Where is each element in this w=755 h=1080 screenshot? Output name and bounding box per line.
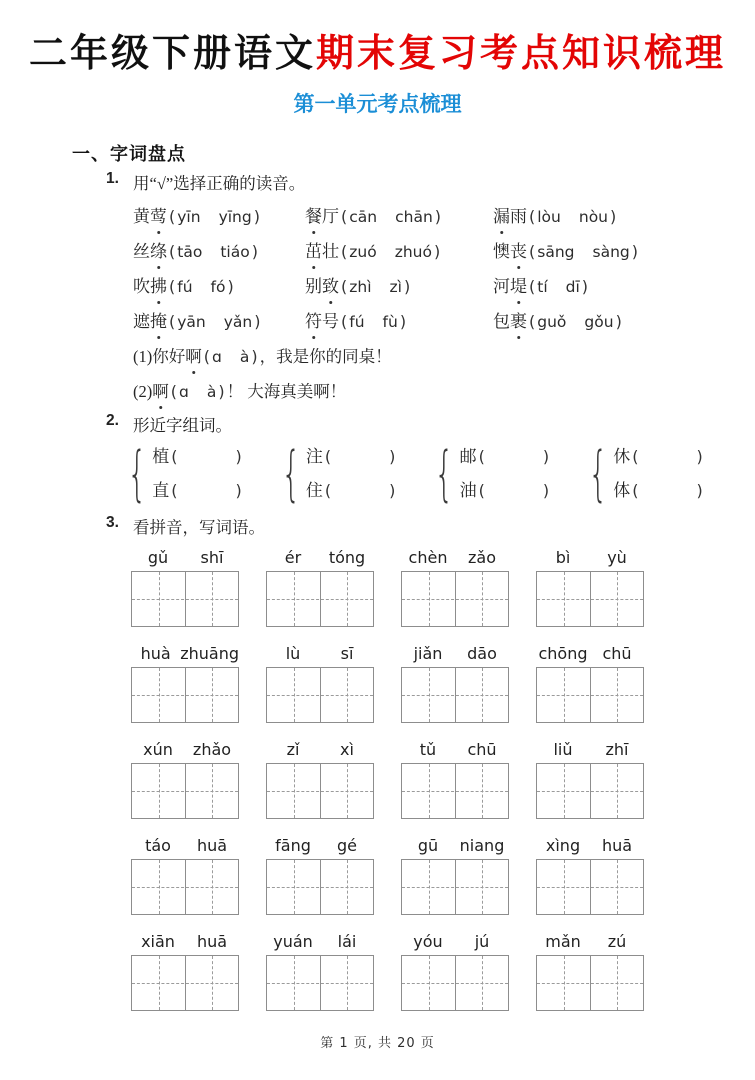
pinyin-label: gǔ xyxy=(147,548,169,567)
pinyin-option: zhì xyxy=(349,278,372,296)
word-entry xyxy=(305,276,493,298)
open-paren: ( xyxy=(478,481,485,500)
bracket-pair xyxy=(118,439,244,509)
pinyin-option: yīn xyxy=(177,208,201,226)
tianzige-box xyxy=(536,955,644,1011)
item-2-prompt: 形近字组词。 xyxy=(133,416,232,435)
tianzige-box xyxy=(536,571,644,627)
bracket-pair-line xyxy=(152,442,244,472)
hanzi-char: 丝 xyxy=(133,242,150,261)
pinyin-label: bì xyxy=(555,548,571,567)
pinyin-label: xún xyxy=(143,740,173,759)
close-paren: ) xyxy=(610,207,617,226)
hanzi-char: 河 xyxy=(493,277,510,296)
tianzige-box xyxy=(401,667,509,723)
hanzi-char: 植 xyxy=(152,447,170,466)
pinyin-grid-group xyxy=(536,836,644,915)
bracket-pair xyxy=(425,439,551,509)
sentence-prefix: (2) xyxy=(133,382,153,401)
pinyin-label: chōng xyxy=(538,644,588,663)
pinyin-grid-group xyxy=(131,548,239,627)
hanzi-char: 吹 xyxy=(133,277,150,296)
close-paren: ) xyxy=(235,447,242,466)
hanzi-char: 包 xyxy=(493,312,510,331)
dashed-guide-line xyxy=(402,887,508,888)
tianzige-box xyxy=(266,859,374,915)
dashed-guide-line xyxy=(267,887,373,888)
open-paren: ( xyxy=(203,347,210,366)
close-paren: ) xyxy=(253,207,260,226)
pinyin-label: zǎo xyxy=(468,548,496,567)
hanzi-char: 号 xyxy=(322,312,339,331)
tianzige-box xyxy=(266,955,374,1011)
open-paren: ( xyxy=(169,312,176,331)
sentence xyxy=(133,346,392,368)
pinyin-grid-row xyxy=(131,644,644,723)
pinyin-grid-group xyxy=(401,548,509,627)
pinyin-option: ɑ xyxy=(179,383,189,401)
hanzi-char-dotted: 绦 xyxy=(150,242,167,261)
title-part-black: 二年级下册语文 xyxy=(28,33,316,75)
pinyin-grid-group xyxy=(401,836,509,915)
dashed-guide-line xyxy=(402,695,508,696)
pinyin-label-row xyxy=(536,932,644,953)
pinyin-label: shī xyxy=(200,548,224,567)
pinyin-label: yóu xyxy=(413,932,443,951)
hanzi-char-dotted: 丧 xyxy=(510,242,527,261)
word-entry xyxy=(133,241,305,263)
item-2-number: 2. xyxy=(106,412,119,429)
close-paren: ) xyxy=(581,277,589,296)
item-1 xyxy=(106,170,305,194)
pinyin-label: huā xyxy=(601,836,633,855)
bracket-pair-column xyxy=(460,442,552,506)
pinyin-label: xiān xyxy=(141,932,175,951)
pinyin-option: à xyxy=(239,348,250,366)
unit-subtitle: 第一单元考点梳理 xyxy=(293,92,462,116)
close-paren: ) xyxy=(696,447,703,466)
open-paren: ( xyxy=(324,447,332,466)
pinyin-label: jiǎn xyxy=(413,644,443,663)
pinyin-grid-group xyxy=(266,932,374,1011)
hanzi-char: 厅 xyxy=(322,207,339,226)
word-entry xyxy=(133,206,305,228)
pinyin-option: dī xyxy=(565,278,580,296)
close-paren: ) xyxy=(434,207,442,226)
pinyin-label: yù xyxy=(607,548,627,567)
open-paren: ( xyxy=(341,242,348,261)
pinyin-grid-group xyxy=(266,740,374,819)
dashed-guide-line xyxy=(267,983,373,984)
dashed-guide-line xyxy=(132,983,238,984)
open-paren: ( xyxy=(478,447,485,466)
pinyin-label-row xyxy=(266,932,374,953)
hanzi-char-dotted: 莺 xyxy=(150,207,167,226)
pinyin-option: fú xyxy=(349,313,365,331)
pinyin-label: lái xyxy=(337,932,357,951)
pinyin-grid-group xyxy=(266,644,374,723)
pinyin-label-row xyxy=(401,644,509,665)
dashed-guide-line xyxy=(402,599,508,600)
bracket-pair-line xyxy=(613,476,705,506)
hanzi-char-dotted: 茁 xyxy=(305,242,322,261)
close-paren: ) xyxy=(696,481,703,500)
word-entry xyxy=(305,206,493,228)
pinyin-option: tí xyxy=(537,278,548,296)
pinyin-label-row xyxy=(131,644,239,665)
pinyin-grid-group xyxy=(266,548,374,627)
dashed-guide-line xyxy=(132,791,238,792)
pinyin-option: fó xyxy=(210,278,226,296)
item-1-number: 1. xyxy=(106,170,119,187)
pinyin-label: dāo xyxy=(467,644,497,663)
pinyin-label: tǔ xyxy=(419,740,437,759)
bracket-pair-line xyxy=(613,442,705,472)
item-2 xyxy=(106,412,232,436)
hanzi-char: 休 xyxy=(613,447,631,466)
pinyin-label-row xyxy=(266,644,374,665)
close-paren: ) xyxy=(542,481,550,500)
item-3-number: 3. xyxy=(106,514,119,531)
pinyin-grid-group xyxy=(536,740,644,819)
open-paren: ( xyxy=(529,207,536,226)
pinyin-label: ér xyxy=(284,548,302,567)
hanzi-char-dotted: 裹 xyxy=(510,312,527,331)
tianzige-box xyxy=(536,763,644,819)
pinyin-grid xyxy=(131,548,644,1028)
dashed-guide-line xyxy=(267,695,373,696)
pinyin-label-row xyxy=(266,740,374,761)
word-entry xyxy=(493,241,640,263)
pinyin-label: gū xyxy=(417,836,439,855)
pinyin-grid-group xyxy=(131,932,239,1011)
item-3-prompt: 看拼音，写词语。 xyxy=(133,518,265,537)
hanzi-char: 遮 xyxy=(133,312,150,331)
hanzi-char-dotted: 拂 xyxy=(150,277,167,296)
hanzi-char: 直 xyxy=(152,481,170,500)
bracket-pair-line xyxy=(460,442,552,472)
dashed-guide-line xyxy=(267,791,373,792)
pinyin-label-row xyxy=(536,548,644,569)
dashed-guide-line xyxy=(402,791,508,792)
pinyin-label-row xyxy=(401,932,509,953)
sentence-prefix: (1)你好 xyxy=(133,347,186,366)
tianzige-box xyxy=(266,763,374,819)
pinyin-label: zú xyxy=(607,932,627,951)
pinyin-label-row xyxy=(131,932,239,953)
pinyin-label-row xyxy=(401,548,509,569)
hanzi-char-dotted: 堤 xyxy=(510,277,527,296)
open-paren: ( xyxy=(170,382,177,401)
sentence xyxy=(133,381,392,403)
pinyin-label: gé xyxy=(337,836,357,855)
pinyin-label: chū xyxy=(602,644,632,663)
dashed-guide-line xyxy=(402,983,508,984)
tianzige-box xyxy=(401,763,509,819)
open-paren: ( xyxy=(341,207,348,226)
word-entry xyxy=(305,311,493,333)
pinyin-option: zuó xyxy=(349,243,377,261)
tianzige-box xyxy=(536,859,644,915)
pinyin-label-row xyxy=(536,740,644,761)
open-paren: ( xyxy=(529,277,536,296)
dashed-guide-line xyxy=(132,695,238,696)
pinyin-label-row xyxy=(266,548,374,569)
bracket-pair-line xyxy=(460,476,552,506)
pinyin-label: táo xyxy=(145,836,171,855)
bracket-pair-line xyxy=(152,476,244,506)
tianzige-box xyxy=(536,667,644,723)
pinyin-option: ɑ xyxy=(212,348,222,366)
dashed-guide-line xyxy=(537,983,643,984)
pinyin-label: zǐ xyxy=(286,740,300,759)
open-paren: ( xyxy=(529,312,536,331)
pinyin-label-row xyxy=(401,836,509,857)
curly-brace-icon: { xyxy=(281,439,301,509)
pinyin-label: zhǎo xyxy=(192,740,232,759)
pinyin-option: sàng xyxy=(592,243,630,261)
pinyin-grid-group xyxy=(536,644,644,723)
pinyin-grid-row xyxy=(131,548,644,627)
pinyin-label: chèn xyxy=(408,548,448,567)
pinyin-grid-row xyxy=(131,836,644,915)
pinyin-option: yǎn xyxy=(223,313,253,331)
hanzi-char: 住 xyxy=(305,481,323,500)
tianzige-box xyxy=(401,859,509,915)
open-paren: ( xyxy=(171,447,178,466)
pinyin-option: chān xyxy=(395,208,433,226)
pinyin-label: huā xyxy=(196,932,228,951)
pinyin-label: mǎn xyxy=(545,932,581,951)
hanzi-char-dotted: 啊 xyxy=(185,347,202,366)
close-paren: ) xyxy=(235,481,242,500)
bracket-pair-line xyxy=(306,476,398,506)
tianzige-box xyxy=(131,763,239,819)
hanzi-char-dotted: 啊 xyxy=(152,382,169,401)
close-paren: ) xyxy=(218,382,225,401)
open-paren: ( xyxy=(529,242,536,261)
pinyin-option: à xyxy=(206,383,217,401)
pinyin-grid-group xyxy=(401,740,509,819)
word-entry xyxy=(133,311,305,333)
pinyin-label: liǔ xyxy=(553,740,573,759)
dashed-guide-line xyxy=(537,887,643,888)
dashed-guide-line xyxy=(537,599,643,600)
pinyin-option: tāo xyxy=(177,243,203,261)
sentence-suffix: ！ 大海真美啊！ xyxy=(226,382,347,401)
tianzige-box xyxy=(131,859,239,915)
pinyin-label: xì xyxy=(340,740,354,759)
word-entry xyxy=(493,276,640,298)
pinyin-label: tóng xyxy=(328,548,366,567)
bracket-pair-column xyxy=(613,442,705,506)
open-paren: ( xyxy=(169,242,176,261)
pinyin-label: jú xyxy=(474,932,490,951)
pinyin-grid-row xyxy=(131,740,644,819)
pinyin-label-row xyxy=(131,836,239,857)
pinyin-option: zì xyxy=(389,278,402,296)
tianzige-box xyxy=(401,571,509,627)
hanzi-char: 邮 xyxy=(459,447,477,466)
word-choice-grid xyxy=(133,206,640,333)
open-paren: ( xyxy=(632,481,639,500)
pinyin-grid-group xyxy=(131,836,239,915)
bracket-pair xyxy=(579,439,705,509)
pinyin-option: lòu xyxy=(537,208,561,226)
pinyin-label-row xyxy=(536,836,644,857)
sentence-suffix: ，我是你的同桌！ xyxy=(259,347,392,366)
close-paren: ) xyxy=(631,242,638,261)
pinyin-grid-group xyxy=(131,644,239,723)
dashed-guide-line xyxy=(537,791,643,792)
tianzige-box xyxy=(131,667,239,723)
pinyin-option: cān xyxy=(349,208,378,226)
word-entry xyxy=(133,276,305,298)
pinyin-label: lù xyxy=(285,644,301,663)
pinyin-label-row xyxy=(401,740,509,761)
item-1-prompt: 用“√”选择正确的读音。 xyxy=(133,174,306,193)
pinyin-option: sāng xyxy=(537,243,575,261)
pinyin-option: guǒ xyxy=(537,313,567,331)
close-paren: ) xyxy=(254,312,261,331)
hanzi-char-dotted: 符 xyxy=(305,312,322,331)
pinyin-label-row xyxy=(131,548,239,569)
hanzi-char: 别 xyxy=(305,277,322,296)
open-paren: ( xyxy=(171,481,178,500)
pinyin-grid-group xyxy=(536,932,644,1011)
bracket-pair-line xyxy=(306,442,398,472)
pinyin-grid-group xyxy=(266,836,374,915)
pinyin-option: gǒu xyxy=(584,313,614,331)
pinyin-label-row xyxy=(266,836,374,857)
tianzige-box xyxy=(131,955,239,1011)
word-entry xyxy=(305,241,493,263)
dashed-guide-line xyxy=(132,599,238,600)
hanzi-char: 壮 xyxy=(322,242,339,261)
pinyin-option: fù xyxy=(382,313,398,331)
pinyin-grid-group xyxy=(401,644,509,723)
tianzige-box xyxy=(266,571,374,627)
pinyin-option: yīng xyxy=(218,208,252,226)
tianzige-box xyxy=(131,571,239,627)
pinyin-label: chū xyxy=(467,740,497,759)
pinyin-grid-group xyxy=(401,932,509,1011)
close-paren: ) xyxy=(615,312,622,331)
section-heading: 一、字词盘点 xyxy=(72,144,186,164)
open-paren: ( xyxy=(341,277,348,296)
curly-brace-icon: { xyxy=(588,439,608,509)
open-paren: ( xyxy=(632,447,639,466)
hanzi-char: 注 xyxy=(305,447,323,466)
close-paren: ) xyxy=(389,447,396,466)
sentence-list xyxy=(133,346,392,416)
dashed-guide-line xyxy=(537,695,643,696)
word-entry xyxy=(493,311,640,333)
close-paren: ) xyxy=(542,447,550,466)
close-paren: ) xyxy=(251,347,258,366)
hanzi-char: 懊 xyxy=(493,242,510,261)
tianzige-box xyxy=(401,955,509,1011)
dashed-guide-line xyxy=(267,599,373,600)
pinyin-grid-group xyxy=(536,548,644,627)
pinyin-label: zhuāng xyxy=(180,644,239,663)
pinyin-grid-group xyxy=(131,740,239,819)
close-paren: ) xyxy=(403,277,411,296)
hanzi-char-dotted: 漏 xyxy=(493,207,510,226)
pinyin-grid-row xyxy=(131,932,644,1011)
pinyin-option: tiáo xyxy=(220,243,250,261)
close-paren: ) xyxy=(399,312,407,331)
curly-brace-icon: { xyxy=(434,439,455,509)
item-3 xyxy=(106,514,265,538)
pinyin-option: yān xyxy=(177,313,206,331)
bracket-pair-column xyxy=(306,442,398,506)
pinyin-option: nòu xyxy=(578,208,609,226)
bracket-pair xyxy=(272,439,398,509)
open-paren: ( xyxy=(169,277,176,296)
pinyin-label: sī xyxy=(340,644,354,663)
close-paren: ) xyxy=(227,277,234,296)
document-title xyxy=(0,22,755,77)
pinyin-label: xìng xyxy=(545,836,581,855)
curly-brace-icon: { xyxy=(127,439,147,509)
pinyin-label: yuán xyxy=(273,932,313,951)
hanzi-char: 油 xyxy=(459,481,477,500)
pinyin-label: fāng xyxy=(275,836,311,855)
close-paren: ) xyxy=(251,242,258,261)
pinyin-label: zhī xyxy=(605,740,629,759)
pinyin-option: fú xyxy=(177,278,193,296)
close-paren: ) xyxy=(389,481,396,500)
hanzi-char-dotted: 餐 xyxy=(305,207,322,226)
hanzi-char: 雨 xyxy=(510,207,527,226)
bracket-pairs-row xyxy=(118,439,705,509)
bracket-pair-column xyxy=(152,442,244,506)
open-paren: ( xyxy=(169,207,176,226)
page-footer: 第 1 页, 共 20 页 xyxy=(320,1036,435,1051)
open-paren: ( xyxy=(324,481,332,500)
dashed-guide-line xyxy=(132,887,238,888)
word-entry xyxy=(493,206,640,228)
pinyin-label-row xyxy=(131,740,239,761)
pinyin-option: zhuó xyxy=(394,243,432,261)
hanzi-char: 黄 xyxy=(133,207,150,226)
tianzige-box xyxy=(266,667,374,723)
pinyin-label: huà xyxy=(140,644,171,663)
pinyin-label: huā xyxy=(196,836,228,855)
hanzi-char-dotted: 致 xyxy=(322,277,339,296)
hanzi-char-dotted: 掩 xyxy=(150,312,167,331)
hanzi-char: 体 xyxy=(613,481,631,500)
close-paren: ) xyxy=(433,242,441,261)
title-part-red: 期末复习考点知识梳理 xyxy=(316,33,727,75)
open-paren: ( xyxy=(341,312,348,331)
pinyin-label: niang xyxy=(459,836,505,855)
pinyin-label-row xyxy=(536,644,644,665)
